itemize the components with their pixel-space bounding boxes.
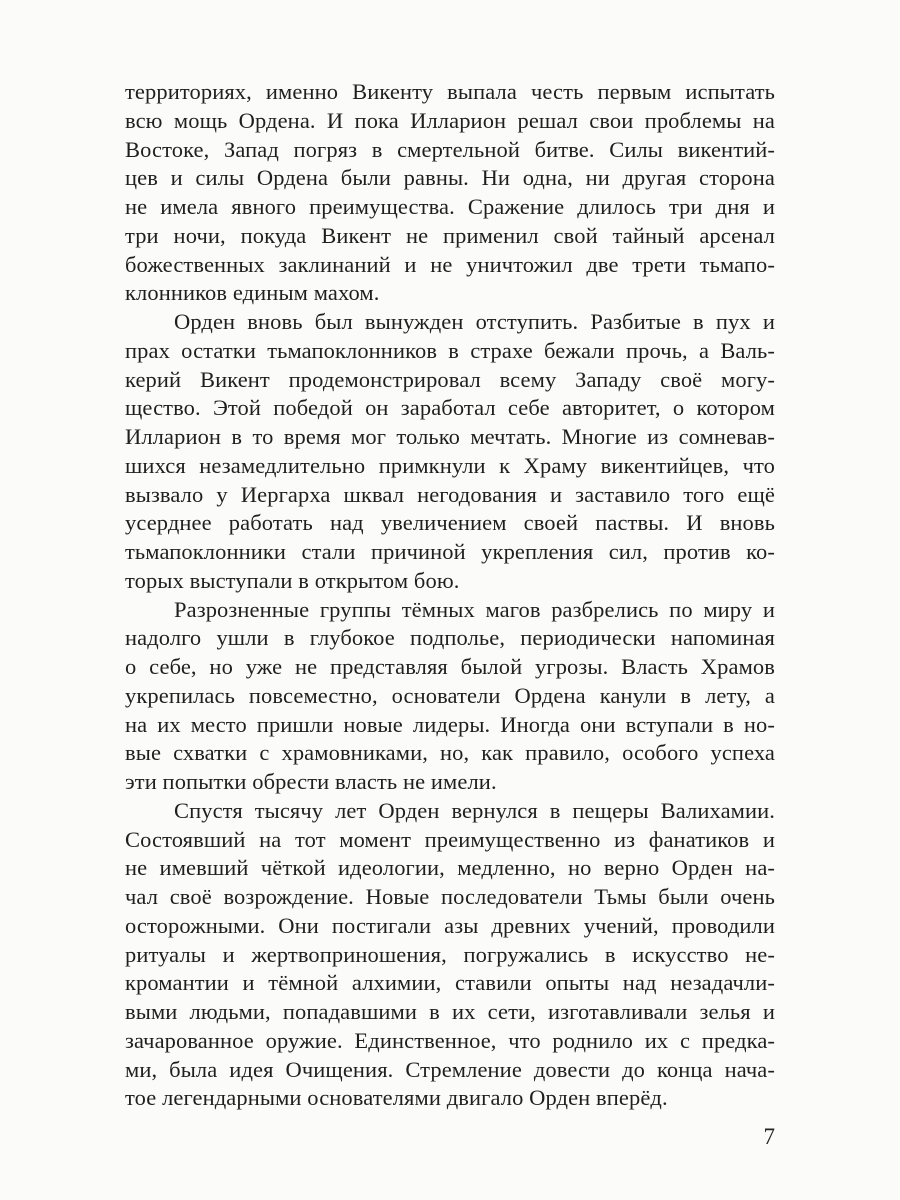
text-line: Разрозненные группы тёмных магов разбрелись по миру и	[174, 596, 775, 622]
text-line: не имела явного преимущества. Сражение длилось три дня и	[125, 194, 775, 219]
text-line: Востоке, Запад погряз в смертельной битве. Силы викентий-	[125, 136, 775, 162]
paragraph	[125, 308, 775, 596]
text-line: на их место пришли новые лидеры. Иногда они вступали в но-	[125, 711, 775, 737]
text-line: тое легендарными основателями двигало Орден вперёд.	[125, 1085, 668, 1111]
text-line: укрепилась повсеместно, основатели Ордена канули в лету, а	[125, 682, 775, 708]
text-line: Орден вновь был вынужден отступить. Разбитые в пух и	[174, 309, 775, 334]
text-line: три ночи, покуда Викент не применил свой тайный арсенал	[125, 222, 775, 248]
text-line: торых выступали в открытом бою.	[125, 567, 460, 593]
text-line: керий Викент продемонстрировал всему Западу своё могу-	[125, 366, 775, 392]
text-line: осторожными. Они постигали азы древних учений, проводили	[125, 912, 775, 938]
text-line: вые схватки с храмовниками, но, как правило, особого успеха	[125, 740, 775, 766]
paragraph	[125, 596, 775, 797]
text-line: кромантии и тёмной алхимии, ставили опыты над незадачли-	[125, 970, 775, 996]
text-block	[125, 78, 775, 1113]
text-line: о себе, но уже не представляя былой угрозы. Власть Храмов	[125, 654, 775, 679]
text-line: шихся незамедлительно примкнули к Храму викентийцев, что	[125, 452, 775, 478]
text-line: ритуалы и жертвоприношения, погружались в искусство не-	[125, 941, 775, 967]
text-line: не имевший чёткой идеологии, медленно, но верно Орден на-	[125, 855, 775, 881]
text-line: территориях, именно Викенту выпала честь первым испытать	[125, 79, 775, 104]
text-line: вызвало у Иергарха шквал негодования и заставило того ещё	[125, 481, 775, 507]
text-line: Илларион в то время мог только мечтать. Многие из сомневав-	[125, 424, 775, 449]
text-line: щество. Этой победой он заработал себе авторитет, о котором	[125, 395, 775, 421]
text-line: всю мощь Ордена. И пока Илларион решал свои проблемы на	[125, 107, 775, 133]
text-line: цев и силы Ордена были равны. Ни одна, ни другая сторона	[125, 165, 775, 191]
text-line: божественных заклинаний и не уничтожил две трети тьмапо-	[125, 251, 775, 277]
text-line: чал своё возрождение. Новые последователи Тьмы были очень	[125, 884, 775, 909]
text-line: клонников единым махом.	[125, 280, 380, 306]
paragraph	[125, 78, 775, 308]
text-line: надолго ушли в глубокое подполье, периодически напоминая	[125, 625, 775, 651]
text-line: зачарованное оружие. Единственное, что роднило их с предка-	[125, 1027, 775, 1053]
text-line: прах остатки тьмапоклонников в страхе бежали прочь, а Валь-	[125, 337, 775, 363]
text-line: Спустя тысячу лет Орден вернулся в пещеры Валихамии.	[174, 797, 775, 823]
text-line: усерднее работать над увеличением своей паствы. И вновь	[125, 510, 775, 536]
text-line: эти попытки обрести власть не имели.	[125, 769, 497, 794]
text-line: Состоявший на тот момент преимущественно из фанатиков и	[125, 826, 775, 852]
text-line: выми людьми, попадавшими в их сети, изготавливали зелья и	[125, 999, 775, 1024]
text-line: ми, была идея Очищения. Стремление довести до конца нача-	[125, 1056, 775, 1082]
page-number: 7	[763, 1124, 775, 1149]
paragraph	[125, 797, 775, 1113]
text-line: тьмапоклонники стали причиной укрепления сил, против ко-	[125, 539, 775, 564]
